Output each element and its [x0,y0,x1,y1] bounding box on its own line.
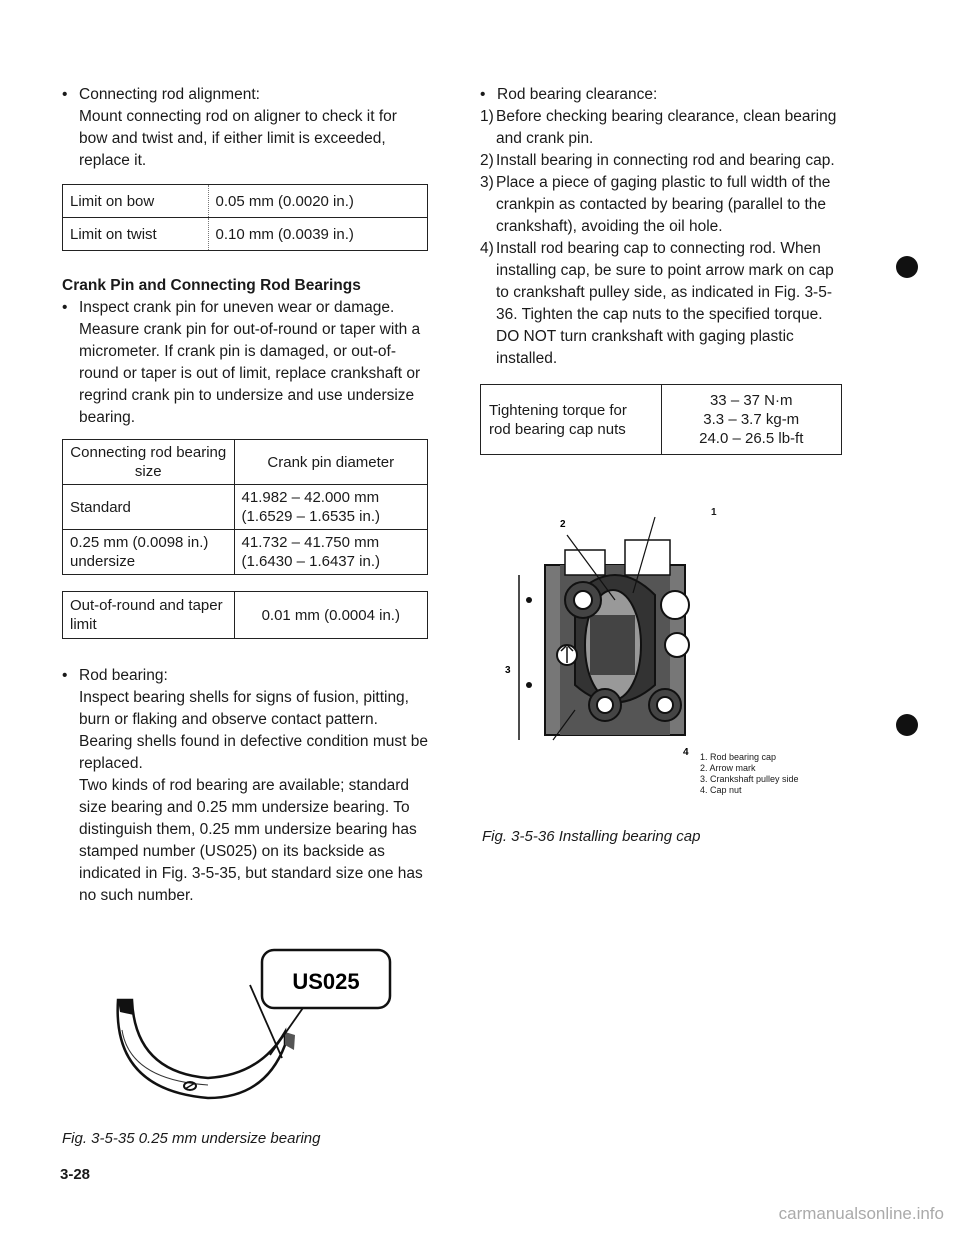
limits-table [62,184,428,251]
crank-body: • Inspect crank pin for uneven wear or damage. Measure crank pin for out-of-round or taper with a micrometer. If crank pin is damaged, or out-of-round or taper is out of limit, replace crankshaft or regrind crank pin to undersize and use undersize bearing. [62,297,428,429]
bearing-size: Standard [63,485,235,530]
table-row [63,485,428,530]
table-row [63,218,428,251]
figure-legend [700,752,799,796]
step-3: 3) Place a piece of gaging plastic to full width of the crankpin as contacted by bearing (parallel to the crankshaft), avoiding the oil hole. [480,174,831,235]
page-number: 3-28 [60,1166,91,1183]
crank-pin-table [62,439,428,575]
right-column [480,84,842,455]
table-row [63,530,428,575]
legend-item: 4. Cap nut [700,785,742,795]
bearing-cap-illustration [505,505,705,755]
callout-2: 2 [560,519,566,530]
torque-table [480,384,842,455]
torque-nm: 33 – 37 N·m [709,392,793,409]
alignment-body: Mount connecting rod on aligner to check it for bow and twist and, if either limit is exceeded, replace it. [79,108,397,169]
callout-1-label: 1 [711,507,717,518]
step-4: 4) Install rod bearing cap to connecting rod. When installing cap, be sure to point arrow mark on cap to crankshaft pulley side, as indicated in Fig. 3-5-36. Tighten the cap nuts to the specified torque. DO NOT turn crankshaft with gaging plastic installed. [480,240,834,367]
table-header: Connecting rod bearing size [63,440,235,485]
table-row [481,385,842,455]
alignment-title: • Connecting rod alignment: [62,84,428,106]
limit-label: Limit on bow [63,185,209,218]
table-row [63,592,428,639]
torque-values [661,385,842,455]
table-header: Crank pin diameter [234,440,427,485]
callout-4: 4 [683,747,689,755]
table-header-row [63,440,428,485]
oor-label: Out-of-round and taper limit [63,592,235,639]
legend-item: 1. Rod bearing cap [700,752,777,762]
pin-diameter: 41.732 – 41.750 mm (1.6430 – 1.6437 in.) [234,530,427,575]
figure-caption-right: Fig. 3-5-36 Installing bearing cap [482,828,701,845]
binding-hole-mark [896,714,918,736]
rod-bearing-title: • Rod bearing: [62,665,428,687]
torque-label: Tightening torque for rod bearing cap nuts [481,385,662,455]
limit-value: 0.05 mm (0.0020 in.) [208,185,428,218]
watermark: carmanualsonline.info [778,1204,944,1223]
rod-bearing-p1: Inspect bearing shells for signs of fusion, pitting, burn or flaking and observe contact pattern. Bearing shells found in defective condition must be replaced. [79,689,428,772]
bearing-illustration [90,940,420,1110]
crank-heading: Crank Pin and Connecting Rod Bearings [62,277,361,294]
clearance-title: • Rod bearing clearance: [480,84,842,106]
legend-item: 3. Crankshaft pulley side [700,774,799,784]
torque-kgm: 3.3 – 3.7 kg-m [703,411,800,428]
limit-label: Limit on twist [63,218,209,251]
oor-value: 0.01 mm (0.0004 in.) [234,592,427,639]
rod-bearing-p2: Two kinds of rod bearing are available; standard size bearing and 0.25 mm undersize bearing. To distinguish them, 0.25 mm undersize bearing has stamped number (US025) on its backside as indicated in Fig. 3-5-35, but standard size one has no such number. [79,777,423,904]
bearing-size: 0.25 mm (0.0098 in.) undersize [63,530,235,575]
figure-caption-left: Fig. 3-5-35 0.25 mm undersize bearing [62,1130,321,1147]
table-row [63,185,428,218]
left-column [62,84,428,907]
step-1: 1) Before checking bearing clearance, clean bearing and crank pin. [480,108,837,147]
legend-item: 2. Arrow mark [700,763,756,773]
step-2: 2) Install bearing in connecting rod and bearing cap. [480,152,835,169]
stamp-number: US025 [292,969,360,994]
out-of-round-table [62,591,428,639]
callout-3: 3 [505,665,511,676]
pin-diameter: 41.982 – 42.000 mm (1.6529 – 1.6535 in.) [234,485,427,530]
binding-hole-mark [896,256,918,278]
limit-value: 0.10 mm (0.0039 in.) [208,218,428,251]
torque-lbft: 24.0 – 26.5 lb-ft [699,430,804,447]
